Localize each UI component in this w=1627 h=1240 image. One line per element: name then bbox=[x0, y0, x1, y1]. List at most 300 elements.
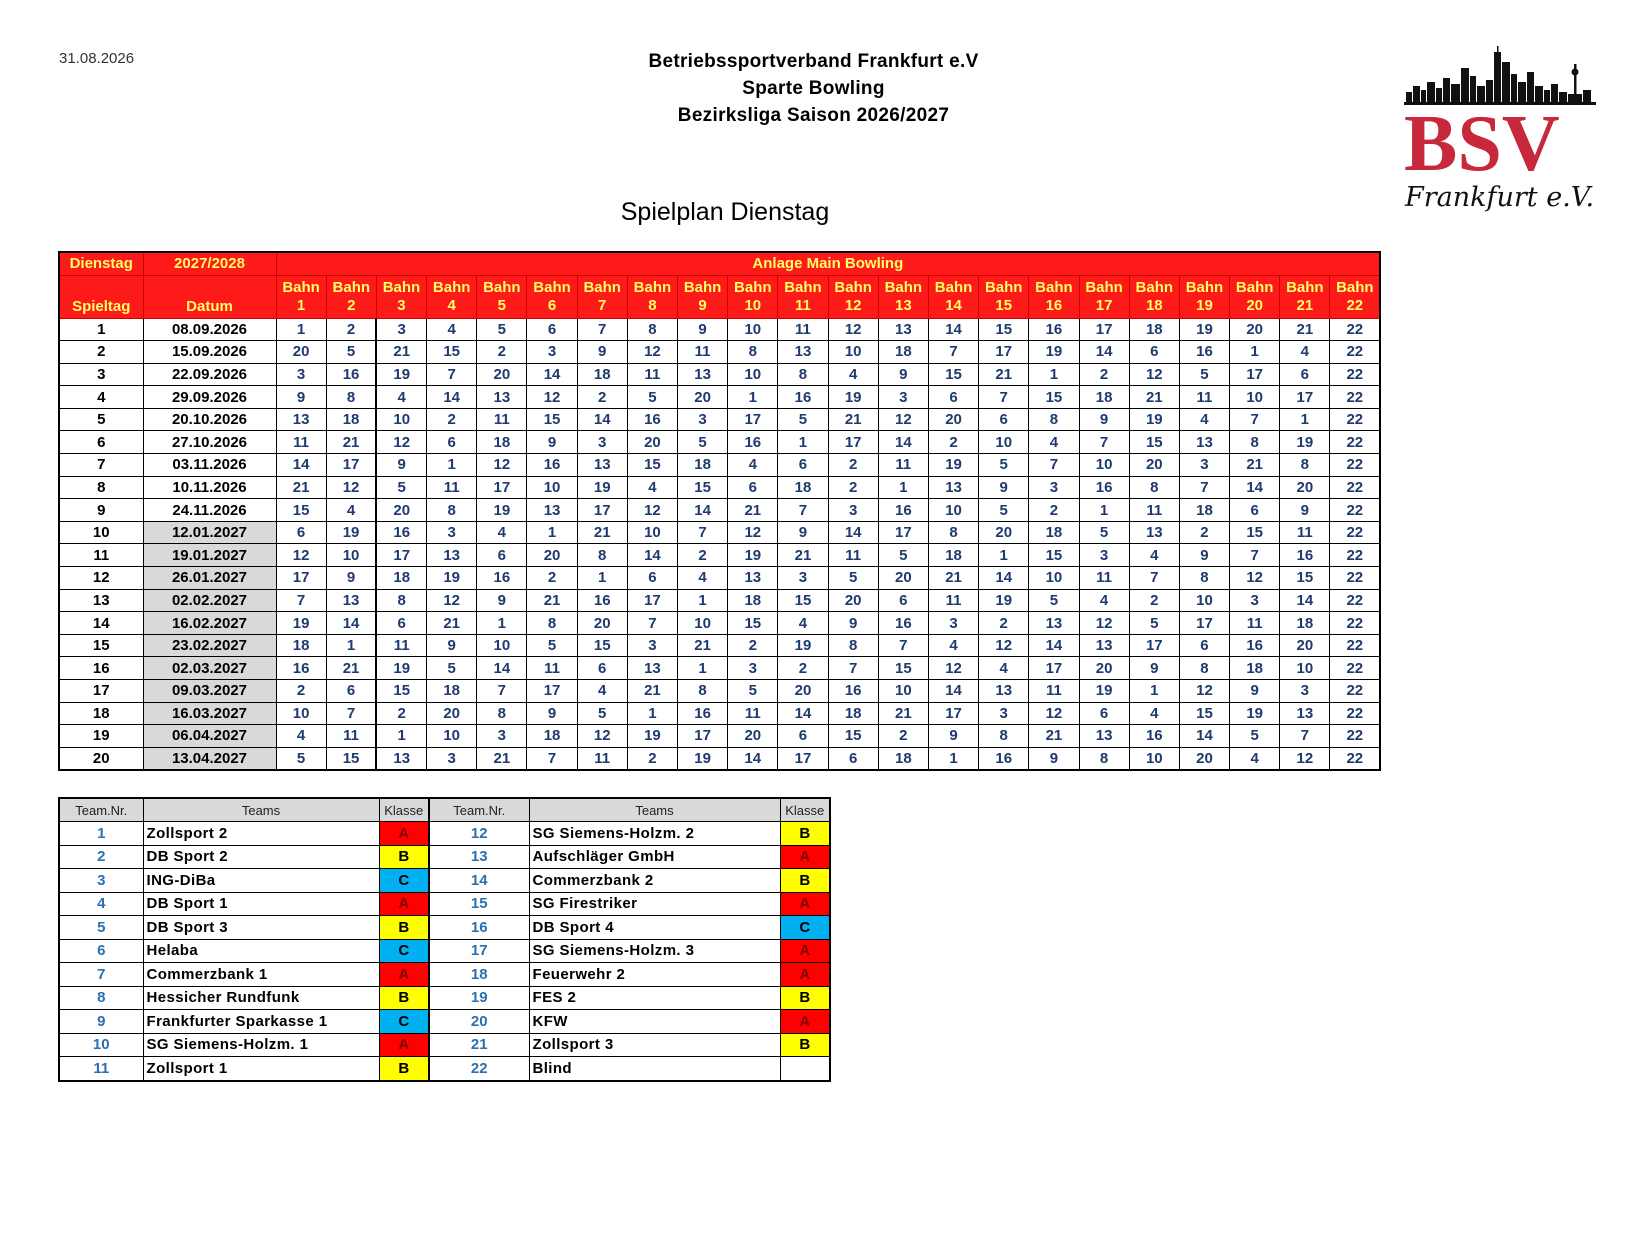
lane-header-word: Bahn bbox=[583, 278, 621, 296]
lane-header-number: 5 bbox=[497, 296, 507, 314]
spieltag-cell: 15 bbox=[59, 634, 143, 657]
lane-header-word: Bahn bbox=[1235, 278, 1274, 296]
spieltag-cell: 20 bbox=[59, 747, 143, 770]
lane-team-cell: 7 bbox=[1179, 476, 1229, 499]
lane-header-number: 1 bbox=[296, 296, 306, 314]
team-klasse bbox=[780, 1057, 830, 1081]
lane-team-cell: 13 bbox=[477, 386, 527, 409]
team-nr: 12 bbox=[429, 822, 529, 846]
lane-team-cell: 5 bbox=[477, 318, 527, 341]
schedule-row bbox=[59, 499, 1380, 522]
lane-team-cell: 7 bbox=[1230, 408, 1280, 431]
schedule-row bbox=[59, 702, 1380, 725]
lane-team-cell: 5 bbox=[878, 544, 928, 567]
lane-header-number: 20 bbox=[1246, 296, 1263, 314]
lane-team-cell: 6 bbox=[627, 567, 677, 590]
lane-header-number: 10 bbox=[744, 296, 762, 314]
team-row bbox=[59, 845, 830, 869]
team-nr: 7 bbox=[59, 963, 143, 987]
lane-team-cell: 17 bbox=[577, 499, 627, 522]
lane-team-cell: 19 bbox=[577, 476, 627, 499]
team-nr: 21 bbox=[429, 1033, 529, 1057]
lane-team-cell: 1 bbox=[1029, 363, 1079, 386]
lane-team-cell: 19 bbox=[828, 386, 878, 409]
lane-header-word: Bahn bbox=[533, 278, 571, 296]
lane-team-cell: 10 bbox=[627, 521, 677, 544]
spieltag-cell: 2 bbox=[59, 341, 143, 364]
plan-title: Spielplan Dienstag bbox=[620, 198, 830, 226]
datum-cell: 08.09.2026 bbox=[143, 318, 276, 341]
lane-team-cell: 19 bbox=[276, 612, 326, 635]
lane-team-cell: 19 bbox=[627, 725, 677, 748]
lane-team-cell: 5 bbox=[1079, 521, 1129, 544]
lane-team-cell: 11 bbox=[778, 318, 828, 341]
lane-team-cell: 14 bbox=[678, 499, 728, 522]
datum-cell: 16.03.2027 bbox=[143, 702, 276, 725]
lane-team-cell: 8 bbox=[376, 589, 426, 612]
lane-header-word: Bahn bbox=[884, 278, 923, 296]
lane-team-cell: 20 bbox=[1179, 747, 1229, 770]
lane-header-word: Bahn bbox=[834, 278, 872, 296]
lane-team-cell: 20 bbox=[678, 386, 728, 409]
team-nr: 5 bbox=[59, 916, 143, 940]
lane-team-cell: 11 bbox=[427, 476, 477, 499]
lane-team-cell: 9 bbox=[326, 567, 376, 590]
lane-team-cell: 22 bbox=[1330, 747, 1380, 770]
team-nr: 8 bbox=[59, 986, 143, 1010]
team-name: Commerzbank 1 bbox=[143, 963, 379, 987]
lane-team-cell: 19 bbox=[477, 499, 527, 522]
lane-header-number: 12 bbox=[844, 296, 862, 314]
lane-team-cell: 11 bbox=[577, 747, 627, 770]
team-row bbox=[59, 822, 830, 846]
lane-team-cell: 14 bbox=[928, 318, 978, 341]
lane-team-cell: 10 bbox=[678, 612, 728, 635]
lane-header-word: Bahn bbox=[683, 278, 722, 296]
lane-team-cell: 15 bbox=[928, 363, 978, 386]
lane-header-number: 2 bbox=[347, 296, 356, 314]
lane-team-cell: 22 bbox=[1330, 341, 1380, 364]
lane-team-cell: 2 bbox=[577, 386, 627, 409]
team-name: Helaba bbox=[143, 939, 379, 963]
lane-team-cell: 7 bbox=[1029, 454, 1079, 477]
lane-team-cell: 3 bbox=[527, 341, 577, 364]
lane-team-cell: 21 bbox=[1280, 318, 1330, 341]
lane-team-cell: 9 bbox=[778, 521, 828, 544]
lane-team-cell: 2 bbox=[878, 725, 928, 748]
lane-team-cell: 17 bbox=[627, 589, 677, 612]
team-name: Frankfurter Sparkasse 1 bbox=[143, 1010, 379, 1034]
lane-team-cell: 15 bbox=[979, 318, 1029, 341]
lane-team-cell: 10 bbox=[1129, 747, 1179, 770]
lane-header bbox=[778, 275, 828, 318]
lane-team-cell: 11 bbox=[928, 589, 978, 612]
lane-team-cell: 17 bbox=[1029, 657, 1079, 680]
lane-team-cell: 10 bbox=[1230, 386, 1280, 409]
lane-team-cell: 22 bbox=[1330, 499, 1380, 522]
spieltag-cell: 17 bbox=[59, 680, 143, 703]
spieltag-cell: 6 bbox=[59, 431, 143, 454]
lane-team-cell: 6 bbox=[828, 747, 878, 770]
datum-cell: 13.04.2027 bbox=[143, 747, 276, 770]
lane-team-cell: 8 bbox=[1079, 747, 1129, 770]
lane-team-cell: 16 bbox=[477, 567, 527, 590]
lane-team-cell: 17 bbox=[728, 408, 778, 431]
lane-team-cell: 6 bbox=[577, 657, 627, 680]
lane-team-cell: 12 bbox=[376, 431, 426, 454]
lane-team-cell: 9 bbox=[1230, 680, 1280, 703]
lane-team-cell: 1 bbox=[627, 702, 677, 725]
lane-team-cell: 4 bbox=[627, 476, 677, 499]
lane-team-cell: 16 bbox=[1179, 341, 1229, 364]
spieltag-cell: 18 bbox=[59, 702, 143, 725]
lane-team-cell: 21 bbox=[828, 408, 878, 431]
lane-team-cell: 21 bbox=[577, 521, 627, 544]
lane-team-cell: 19 bbox=[376, 363, 426, 386]
lane-team-cell: 12 bbox=[527, 386, 577, 409]
col-team-nr: Team.Nr. bbox=[59, 798, 143, 822]
lane-header-word: Bahn bbox=[984, 278, 1023, 296]
lane-team-cell: 14 bbox=[1029, 634, 1079, 657]
lane-header-word: Bahn bbox=[432, 278, 471, 296]
org-division: Sparte Bowling bbox=[742, 78, 885, 99]
col-datum: Datum bbox=[143, 275, 276, 318]
lane-team-cell: 18 bbox=[326, 408, 376, 431]
datum-cell: 02.03.2027 bbox=[143, 657, 276, 680]
lane-team-cell: 4 bbox=[1179, 408, 1229, 431]
lane-team-cell: 13 bbox=[627, 657, 677, 680]
team-row bbox=[59, 939, 830, 963]
lane-team-cell: 15 bbox=[1129, 431, 1179, 454]
lane-team-cell: 19 bbox=[427, 567, 477, 590]
organization-header bbox=[0, 48, 1627, 129]
lane-team-cell: 12 bbox=[627, 341, 677, 364]
lane-header bbox=[1280, 275, 1330, 318]
lane-team-cell: 15 bbox=[878, 657, 928, 680]
lane-team-cell: 21 bbox=[627, 680, 677, 703]
lane-team-cell: 15 bbox=[828, 725, 878, 748]
schedule-row bbox=[59, 544, 1380, 567]
lane-header bbox=[1179, 275, 1229, 318]
lane-team-cell: 11 bbox=[627, 363, 677, 386]
team-name: Commerzbank 2 bbox=[529, 869, 780, 893]
datum-cell: 12.01.2027 bbox=[143, 521, 276, 544]
bsv-logo-subtext: Frankfurt e.V. bbox=[1405, 182, 1595, 213]
lane-team-cell: 8 bbox=[728, 341, 778, 364]
lane-team-cell: 5 bbox=[678, 431, 728, 454]
lane-team-cell: 12 bbox=[276, 544, 326, 567]
lane-team-cell: 4 bbox=[728, 454, 778, 477]
datum-cell: 22.09.2026 bbox=[143, 363, 276, 386]
team-nr: 20 bbox=[429, 1010, 529, 1034]
team-name: DB Sport 3 bbox=[143, 916, 379, 940]
lane-team-cell: 20 bbox=[928, 408, 978, 431]
lane-team-cell: 10 bbox=[477, 634, 527, 657]
lane-team-cell: 12 bbox=[577, 725, 627, 748]
lane-team-cell: 22 bbox=[1330, 612, 1380, 635]
team-name: FES 2 bbox=[529, 986, 780, 1010]
lane-team-cell: 19 bbox=[1179, 318, 1229, 341]
lane-header-word: Bahn bbox=[1336, 278, 1374, 296]
lane-team-cell: 17 bbox=[1129, 634, 1179, 657]
lane-team-cell: 15 bbox=[1179, 702, 1229, 725]
team-name: Hessicher Rundfunk bbox=[143, 986, 379, 1010]
lane-header-word: Bahn bbox=[382, 278, 421, 296]
lane-team-cell: 2 bbox=[828, 476, 878, 499]
schedule-row bbox=[59, 341, 1380, 364]
lane-header-number: 15 bbox=[995, 296, 1013, 314]
team-klasse: B bbox=[379, 1057, 429, 1081]
lane-team-cell: 18 bbox=[828, 702, 878, 725]
lane-header-word: Bahn bbox=[1185, 278, 1224, 296]
lane-team-cell: 6 bbox=[1230, 499, 1280, 522]
lane-team-cell: 7 bbox=[928, 341, 978, 364]
lane-team-cell: 2 bbox=[778, 657, 828, 680]
lane-team-cell: 1 bbox=[577, 567, 627, 590]
lane-team-cell: 6 bbox=[376, 612, 426, 635]
lane-header-number: 22 bbox=[1346, 296, 1364, 314]
lane-header bbox=[276, 275, 326, 318]
lane-team-cell: 19 bbox=[778, 634, 828, 657]
team-nr: 14 bbox=[429, 869, 529, 893]
lane-header bbox=[1079, 275, 1129, 318]
lane-header bbox=[828, 275, 878, 318]
lane-header-word: Bahn bbox=[1286, 278, 1324, 296]
team-name: Aufschläger GmbH bbox=[529, 845, 780, 869]
lane-team-cell: 7 bbox=[477, 680, 527, 703]
datum-cell: 19.01.2027 bbox=[143, 544, 276, 567]
lane-team-cell: 4 bbox=[678, 567, 728, 590]
lane-team-cell: 16 bbox=[276, 657, 326, 680]
lane-team-cell: 13 bbox=[276, 408, 326, 431]
lane-team-cell: 16 bbox=[627, 408, 677, 431]
lane-team-cell: 20 bbox=[477, 363, 527, 386]
team-nr: 6 bbox=[59, 939, 143, 963]
lane-team-cell: 10 bbox=[828, 341, 878, 364]
datum-cell: 16.02.2027 bbox=[143, 612, 276, 635]
bsv-logo-text: BSV bbox=[1404, 100, 1560, 188]
spieltag-cell: 12 bbox=[59, 567, 143, 590]
lane-header bbox=[1330, 275, 1380, 318]
team-name: Zollsport 2 bbox=[143, 822, 379, 846]
lane-team-cell: 13 bbox=[1129, 521, 1179, 544]
lane-team-cell: 5 bbox=[778, 408, 828, 431]
lane-team-cell: 16 bbox=[878, 612, 928, 635]
lane-team-cell: 15 bbox=[1029, 386, 1079, 409]
lane-team-cell: 4 bbox=[1129, 702, 1179, 725]
team-row bbox=[59, 1057, 830, 1081]
team-name: DB Sport 4 bbox=[529, 916, 780, 940]
lane-header bbox=[577, 275, 627, 318]
lane-team-cell: 9 bbox=[427, 634, 477, 657]
lane-team-cell: 1 bbox=[1079, 499, 1129, 522]
lane-header bbox=[376, 275, 426, 318]
lane-team-cell: 17 bbox=[326, 454, 376, 477]
lane-team-cell: 12 bbox=[928, 657, 978, 680]
team-name: Feuerwehr 2 bbox=[529, 963, 780, 987]
lane-team-cell: 20 bbox=[878, 567, 928, 590]
lane-team-cell: 8 bbox=[1029, 408, 1079, 431]
bsv-logo bbox=[1404, 46, 1602, 216]
lane-team-cell: 18 bbox=[1029, 521, 1079, 544]
lane-team-cell: 13 bbox=[928, 476, 978, 499]
lane-team-cell: 2 bbox=[477, 341, 527, 364]
team-klasse: C bbox=[379, 869, 429, 893]
team-klasse: B bbox=[379, 845, 429, 869]
lane-team-cell: 19 bbox=[1230, 702, 1280, 725]
lane-team-cell: 5 bbox=[979, 454, 1029, 477]
team-name: SG Siemens-Holzm. 1 bbox=[143, 1033, 379, 1057]
lane-team-cell: 9 bbox=[477, 589, 527, 612]
lane-header bbox=[1230, 275, 1280, 318]
lane-team-cell: 17 bbox=[1280, 386, 1330, 409]
lane-team-cell: 9 bbox=[878, 363, 928, 386]
lane-header-word: Bahn bbox=[734, 278, 772, 296]
lane-team-cell: 8 bbox=[577, 544, 627, 567]
team-name: SG Siemens-Holzm. 3 bbox=[529, 939, 780, 963]
lane-team-cell: 21 bbox=[979, 363, 1029, 386]
lane-team-cell: 15 bbox=[427, 341, 477, 364]
lane-team-cell: 22 bbox=[1330, 318, 1380, 341]
lane-team-cell: 13 bbox=[376, 747, 426, 770]
lane-team-cell: 3 bbox=[577, 431, 627, 454]
datum-cell: 24.11.2026 bbox=[143, 499, 276, 522]
spieltag-cell: 14 bbox=[59, 612, 143, 635]
lane-team-cell: 3 bbox=[477, 725, 527, 748]
lane-header-word: Bahn bbox=[934, 278, 973, 296]
lane-team-cell: 6 bbox=[878, 589, 928, 612]
lane-team-cell: 12 bbox=[1129, 363, 1179, 386]
team-klasse: A bbox=[780, 892, 830, 916]
print-date: 31.08.2026 bbox=[59, 50, 135, 67]
lane-team-cell: 4 bbox=[828, 363, 878, 386]
lane-team-cell: 3 bbox=[627, 634, 677, 657]
lane-team-cell: 22 bbox=[1330, 567, 1380, 590]
lane-team-cell: 10 bbox=[928, 499, 978, 522]
team-klasse: B bbox=[780, 1033, 830, 1057]
lane-team-cell: 21 bbox=[527, 589, 577, 612]
lane-team-cell: 20 bbox=[1230, 318, 1280, 341]
lane-team-cell: 16 bbox=[527, 454, 577, 477]
lane-team-cell: 15 bbox=[376, 680, 426, 703]
lane-team-cell: 12 bbox=[728, 521, 778, 544]
team-row bbox=[59, 1033, 830, 1057]
lane-header-word: Bahn bbox=[1085, 278, 1123, 296]
lane-header bbox=[1029, 275, 1079, 318]
lane-header-number: 7 bbox=[598, 296, 607, 314]
lane-team-cell: 10 bbox=[376, 408, 426, 431]
lane-team-cell: 16 bbox=[1029, 318, 1079, 341]
lane-team-cell: 8 bbox=[326, 386, 376, 409]
team-klasse: B bbox=[780, 822, 830, 846]
team-row bbox=[59, 892, 830, 916]
lane-header-number: 6 bbox=[547, 296, 557, 314]
lane-team-cell: 7 bbox=[276, 589, 326, 612]
team-name: SG Siemens-Holzm. 2 bbox=[529, 822, 780, 846]
lane-team-cell: 4 bbox=[477, 521, 527, 544]
lane-team-cell: 11 bbox=[326, 725, 376, 748]
lane-team-cell: 15 bbox=[678, 476, 728, 499]
lane-team-cell: 19 bbox=[1029, 341, 1079, 364]
lane-team-cell: 13 bbox=[1280, 702, 1330, 725]
datum-cell: 10.11.2026 bbox=[143, 476, 276, 499]
lane-team-cell: 3 bbox=[1230, 589, 1280, 612]
lane-team-cell: 22 bbox=[1330, 589, 1380, 612]
lane-team-cell: 11 bbox=[527, 657, 577, 680]
team-nr: 22 bbox=[429, 1057, 529, 1081]
lane-header-number: 9 bbox=[698, 296, 707, 314]
team-klasse: A bbox=[780, 1010, 830, 1034]
lane-team-cell: 22 bbox=[1330, 702, 1380, 725]
lane-team-cell: 12 bbox=[1179, 680, 1229, 703]
org-league: Bezirksliga Saison 2026/2027 bbox=[677, 105, 950, 126]
lane-team-cell: 10 bbox=[979, 431, 1029, 454]
lane-team-cell: 4 bbox=[326, 499, 376, 522]
team-klasse: B bbox=[780, 986, 830, 1010]
lane-team-cell: 22 bbox=[1330, 634, 1380, 657]
lane-header-word: Bahn bbox=[282, 278, 320, 296]
lane-team-cell: 2 bbox=[276, 680, 326, 703]
lane-team-cell: 7 bbox=[577, 318, 627, 341]
lane-team-cell: 2 bbox=[376, 702, 426, 725]
lane-team-cell: 1 bbox=[1230, 341, 1280, 364]
team-klasse: B bbox=[780, 869, 830, 893]
lane-team-cell: 17 bbox=[979, 341, 1029, 364]
lane-team-cell: 11 bbox=[678, 341, 728, 364]
lane-team-cell: 12 bbox=[427, 589, 477, 612]
team-row bbox=[59, 869, 830, 893]
lane-team-cell: 18 bbox=[878, 747, 928, 770]
schedule-row bbox=[59, 567, 1380, 590]
team-nr: 9 bbox=[59, 1010, 143, 1034]
team-name: KFW bbox=[529, 1010, 780, 1034]
team-nr: 13 bbox=[429, 845, 529, 869]
lane-team-cell: 5 bbox=[326, 341, 376, 364]
lane-team-cell: 22 bbox=[1330, 363, 1380, 386]
schedule-row bbox=[59, 634, 1380, 657]
team-name: Blind bbox=[529, 1057, 780, 1081]
lane-team-cell: 8 bbox=[427, 499, 477, 522]
schedule-day-label: Dienstag bbox=[59, 252, 143, 275]
lane-team-cell: 9 bbox=[1079, 408, 1129, 431]
lane-team-cell: 14 bbox=[427, 386, 477, 409]
lane-header-word: Bahn bbox=[1135, 278, 1174, 296]
lane-team-cell: 20 bbox=[276, 341, 326, 364]
lane-team-cell: 18 bbox=[477, 431, 527, 454]
lane-header bbox=[979, 275, 1029, 318]
lane-team-cell: 3 bbox=[1179, 454, 1229, 477]
lane-team-cell: 14 bbox=[627, 544, 677, 567]
schedule-row bbox=[59, 657, 1380, 680]
lane-team-cell: 13 bbox=[728, 567, 778, 590]
lane-team-cell: 4 bbox=[928, 634, 978, 657]
lane-header-word: Bahn bbox=[332, 278, 371, 296]
lane-team-cell: 2 bbox=[678, 544, 728, 567]
team-klasse: C bbox=[780, 916, 830, 940]
lane-team-cell: 9 bbox=[1179, 544, 1229, 567]
lane-team-cell: 2 bbox=[1129, 589, 1179, 612]
lane-team-cell: 11 bbox=[1129, 499, 1179, 522]
lane-team-cell: 10 bbox=[276, 702, 326, 725]
lane-team-cell: 16 bbox=[678, 702, 728, 725]
lane-team-cell: 4 bbox=[577, 680, 627, 703]
lane-team-cell: 18 bbox=[928, 544, 978, 567]
lane-team-cell: 22 bbox=[1330, 408, 1380, 431]
lane-team-cell: 3 bbox=[1280, 680, 1330, 703]
lane-team-cell: 7 bbox=[979, 386, 1029, 409]
lane-team-cell: 20 bbox=[979, 521, 1029, 544]
lane-header bbox=[678, 275, 728, 318]
